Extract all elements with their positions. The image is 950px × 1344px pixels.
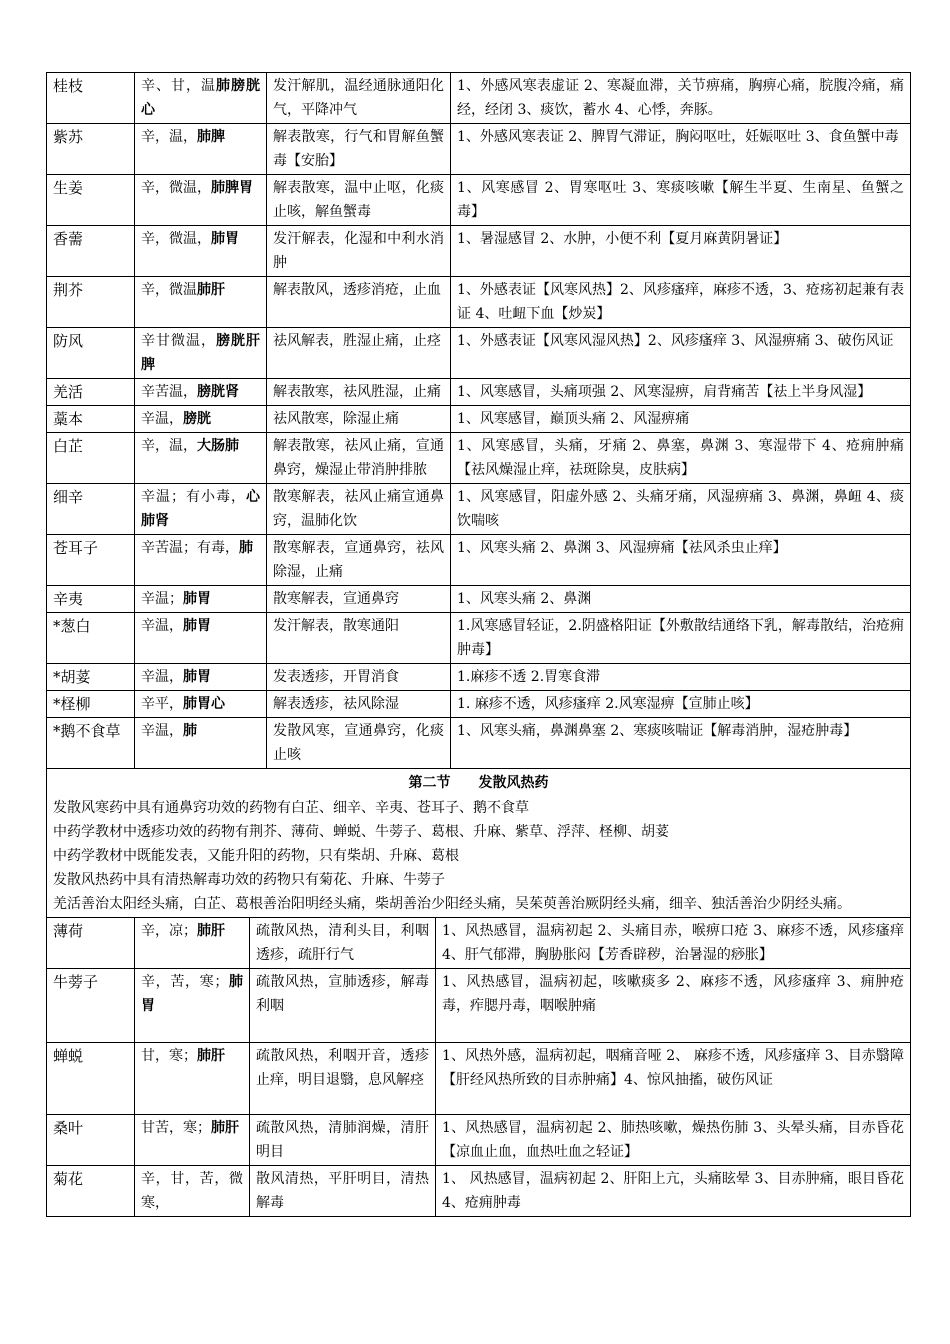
herb-meridian: 膀胱 [183,411,211,427]
table-row [47,613,911,664]
herb-effect: 发表透疹，开胃消食 [267,664,451,691]
herb-indication: 1、外感表证【风寒风热】2、风疹瘙痒，麻疹不透，3、疮疡初起兼有表证 4、吐衄下血【炒炭】 [451,277,911,328]
document-page [46,72,910,1217]
herb-nature-cell [135,969,250,1043]
table-row [47,691,911,718]
herb-name: *葱白 [47,613,135,664]
herb-effect: 解表散寒，温中止呕，化痰止咳，解鱼蟹毒 [267,175,451,226]
herb-indication: 1、风寒头痛，鼻渊鼻塞 2、寒痰咳喘证【解毒消肿，湿疮肿毒】 [451,718,911,769]
herb-name: 香薷 [47,226,135,277]
herb-nature-cell [135,1166,250,1217]
herb-effect: 疏散风热，利咽开音，透疹止痒，明目退翳，息风解痉 [250,1043,436,1115]
table-row [47,535,911,586]
table-row [47,1043,911,1115]
herb-indication: 1、风寒感冒 2、胃寒呕吐 3、寒痰咳嗽【解生半夏、生南星、鱼蟹之毒】 [451,175,911,226]
herb-nature-cell [135,379,267,406]
herb-name: 生姜 [47,175,135,226]
herb-indication: 1、风寒感冒，头痛项强 2、风寒湿痹，肩背痛苦【祛上半身风湿】 [451,379,911,406]
herb-name: *胡荽 [47,664,135,691]
table-row [47,1115,911,1166]
herb-name: 荆芥 [47,277,135,328]
herb-name: 苍耳子 [47,535,135,586]
herb-nature: 辛温， [141,669,183,685]
herb-effect: 疏散风热，清利头目，利咽透疹，疏肝行气 [250,918,436,969]
herb-meridian: 心肺肾 [141,489,260,529]
herb-effect: 解表散寒，行气和胃解鱼蟹毒【安胎】 [267,124,451,175]
herb-name: *鹅不食草 [47,718,135,769]
herb-meridian: 肺胃 [183,591,211,607]
herb-name: *柽柳 [47,691,135,718]
herb-meridian: 大肠肺 [197,438,239,454]
herb-effect: 祛风散寒，除湿止痛 [267,406,451,433]
herb-nature: 辛，微温， [141,231,211,247]
herb-nature: 甘，寒； [141,1048,197,1064]
section-title: 第二节 发散风热药 [408,775,549,791]
herb-name: 蝉蜕 [47,1043,135,1115]
herb-meridian: 肺 [239,540,253,556]
herb-nature-cell [135,73,267,124]
table-row [47,718,911,769]
herb-effect: 散寒解表，宣通鼻窍 [267,586,451,613]
herb-nature: 辛、甘，温 [141,78,216,94]
herb-indication: 1.风寒感冒轻证，2.阴盛格阳证【外敷散结通络下乳，解毒散结，治疮痈肿毒】 [451,613,911,664]
herb-nature-cell [135,664,267,691]
herb-nature-cell [135,277,267,328]
herb-nature-cell [135,535,267,586]
herb-name: 白芷 [47,433,135,484]
herb-name: 细辛 [47,484,135,535]
herb-nature: 辛，温， [141,129,197,145]
herb-nature: 辛平， [141,696,183,712]
herb-nature-cell [135,328,267,379]
herb-meridian: 肺胃心 [183,696,225,712]
herb-indication: 1、风热外感，温病初起，咽痛音哑 2、 麻疹不透，风疹瘙痒 3、目赤翳障【肝经风热所致的目赤肿痛】4、惊风抽搐，破伤风证 [436,1043,911,1115]
herb-effect: 散寒解表，宣通鼻窍，祛风除湿，止痛 [267,535,451,586]
table-row [47,664,911,691]
herb-nature: 辛温；有小毒， [141,489,246,505]
section-row [47,769,911,918]
herb-name: 辛夷 [47,586,135,613]
herb-meridian: 肺肝 [211,1120,239,1136]
herb-effect: 发散风寒，宣通鼻窍，化痰止咳 [267,718,451,769]
herb-nature: 甘苦，寒； [141,1120,211,1136]
table-row [47,406,911,433]
herb-indication: 1、外感表证【风寒风湿风热】2、风疹瘙痒 3、风湿痹痛 3、破伤风证 [451,328,911,379]
herb-effect: 发汗解肌，温经通脉通阳化气，平降冲气 [267,73,451,124]
table-row [47,586,911,613]
herb-indication: 1、风热感冒，温病初起 2、肺热咳嗽，燥热伤肺 3、头晕头痛，目赤昏花【凉血止血，血热吐血之轻证】 [436,1115,911,1166]
herb-nature-cell [135,691,267,718]
herb-table-1 [46,72,911,918]
herb-nature-cell [135,406,267,433]
herb-effect: 解表散风，透疹消疮，止血 [267,277,451,328]
herb-meridian: 肺 [183,723,197,739]
herb-nature-cell [135,613,267,664]
herb-effect: 发汗解表，化湿和中利水消肿 [267,226,451,277]
table-row [47,379,911,406]
herb-nature-cell [135,718,267,769]
herb-effect: 散风清热，平肝明目，清热解毒 [250,1166,436,1217]
herb-indication: 1、风热感冒，温病初起 2、头痛目赤，喉痹口疮 3、麻疹不透，风疹瘙痒 4、肝气郁滞，胸胁胀闷【芳香辟秽，治暑湿的痧胀】 [436,918,911,969]
herb-effect: 解表透疹，祛风除湿 [267,691,451,718]
herb-nature: 辛，微温， [141,180,211,196]
herb-nature: 辛温， [141,411,183,427]
herb-nature-cell [135,226,267,277]
herb-effect: 散寒解表，祛风止痛宣通鼻窍，温肺化饮 [267,484,451,535]
table-row [47,124,911,175]
herb-nature: 辛温； [141,591,183,607]
table-row [47,175,911,226]
herb-indication: 1、风寒感冒，头痛，牙痛 2、鼻塞，鼻渊 3、寒湿带下 4、疮痈肿痛【祛风燥湿止痒，祛斑除臭，皮肤病】 [451,433,911,484]
herb-name: 防风 [47,328,135,379]
herb-meridian: 膀胱肾 [197,384,239,400]
herb-meridian: 肺肝 [197,923,225,939]
herb-name: 薄荷 [47,918,135,969]
herb-nature: 辛温， [141,723,183,739]
herb-name: 桑叶 [47,1115,135,1166]
herb-indication: 1、风寒感冒，巅顶头痛 2、风湿痹痛 [451,406,911,433]
herb-nature-cell [135,918,250,969]
herb-meridian: 肺胃 [183,618,211,634]
table-row [47,1166,911,1217]
herb-meridian: 肺肝 [197,1048,225,1064]
herb-nature: 辛，甘，苦，微寒， [141,1171,243,1211]
table-row [47,226,911,277]
herb-table-2-body [47,918,911,1217]
section-note: 中药学教材中透疹功效的药物有荆芥、薄荷、蝉蜕、牛蒡子、葛根、升麻、紫草、浮萍、柽柳、胡荽 [53,824,669,840]
table-row [47,484,911,535]
section-note: 发散风寒药中具有通鼻窍功效的药物有白芷、细辛、辛夷、苍耳子、鹅不食草 [53,800,529,816]
herb-meridian: 肺胃 [211,231,239,247]
herb-meridian: 肺脾 [197,129,225,145]
herb-name: 藁本 [47,406,135,433]
herb-meridian: 膀胱肝脾 [141,333,260,373]
herb-nature-cell [135,1115,250,1166]
herb-name: 桂枝 [47,73,135,124]
herb-name: 羌活 [47,379,135,406]
herb-nature: 辛，凉； [141,923,197,939]
herb-meridian: 肺胃 [141,974,244,1014]
herb-table-1-body [47,73,911,769]
table-row [47,918,911,969]
herb-nature: 辛，苦，寒； [141,974,229,990]
herb-nature-cell [135,586,267,613]
table-row [47,433,911,484]
herb-nature-cell [135,1043,250,1115]
herb-nature-cell [135,433,267,484]
section-note: 羌活善治太阳经头痛，白芷、葛根善治阳明经头痛，柴胡善治少阳经头痛，吴茱萸善治厥阴经头痛，细辛、独活善治少阴经头痛。 [53,896,851,912]
herb-indication: 1、风寒头痛 2、鼻渊 3、风湿痹痛【祛风杀虫止痒】 [451,535,911,586]
herb-effect: 祛风解表，胜湿止痛，止痉 [267,328,451,379]
herb-effect: 发汗解表，散寒通阳 [267,613,451,664]
herb-effect: 解表散寒，祛风止痛，宣通鼻窍，燥湿止带消肿排脓 [267,433,451,484]
herb-meridian: 肺膀胱心 [141,78,260,118]
herb-indication: 1、风寒感冒，阳虚外感 2、头痛牙痛，风湿痹痛 3、鼻渊，鼻衄 4、痰饮喘咳 [451,484,911,535]
section-cell [47,769,911,918]
section-note: 发散风热药中具有清热解毒功效的药物只有菊花、升麻、牛蒡子 [53,872,445,888]
table-row [47,277,911,328]
herb-name: 菊花 [47,1166,135,1217]
herb-meridian: 肺肝 [197,282,225,298]
herb-nature: 辛，温， [141,438,197,454]
herb-indication: 1、风寒头痛 2、鼻渊 [451,586,911,613]
herb-effect: 解表散寒，祛风胜湿，止痛 [267,379,451,406]
herb-nature: 辛，微温 [141,282,197,298]
herb-nature: 辛苦温；有毒， [141,540,239,556]
herb-nature-cell [135,484,267,535]
herb-name: 紫苏 [47,124,135,175]
table-row [47,328,911,379]
herb-table-2 [46,917,911,1217]
herb-nature: 辛温， [141,618,183,634]
herb-indication: 1.麻疹不透 2.胃寒食滞 [451,664,911,691]
herb-indication: 1. 麻疹不透，风疹瘙痒 2.风寒湿痹【宣肺止咳】 [451,691,911,718]
herb-indication: 1、外感风寒表虚证 2、寒凝血滞，关节痹痛，胸痹心痛，脘腹冷痛，痛经，经闭 3、痰饮，蓄水 4、心悸，奔豚。 [451,73,911,124]
herb-effect: 疏散风热，宣肺透疹，解毒利咽 [250,969,436,1043]
herb-effect: 疏散风热，清肺润燥，清肝明目 [250,1115,436,1166]
herb-indication: 1、外感风寒表证 2、脾胃气滞证，胸闷呕吐，妊娠呕吐 3、食鱼蟹中毒 [451,124,911,175]
herb-nature-cell [135,175,267,226]
herb-meridian: 肺胃 [183,669,211,685]
table-row [47,73,911,124]
herb-indication: 1、暑湿感冒 2、水肿，小便不利【夏月麻黄阴暑证】 [451,226,911,277]
section-note: 中药学教材中既能发表，又能升阳的药物，只有柴胡、升麻、葛根 [53,848,459,864]
herb-meridian: 肺脾胃 [211,180,253,196]
herb-name: 牛蒡子 [47,969,135,1043]
table-row [47,969,911,1043]
herb-indication: 1、风热感冒，温病初起，咳嗽痰多 2、麻疹不透，风疹瘙痒 3、痈肿疮毒，痄腮丹毒，咽喉肿痛 [436,969,911,1043]
herb-nature: 辛苦温， [141,384,197,400]
herb-indication: 1、 风热感冒，温病初起 2、肝阳上亢，头痛眩晕 3、目赤肿痛，眼目昏花 4、疮痈肿毒 [436,1166,911,1217]
herb-nature: 辛甘微温， [141,333,216,349]
herb-nature-cell [135,124,267,175]
